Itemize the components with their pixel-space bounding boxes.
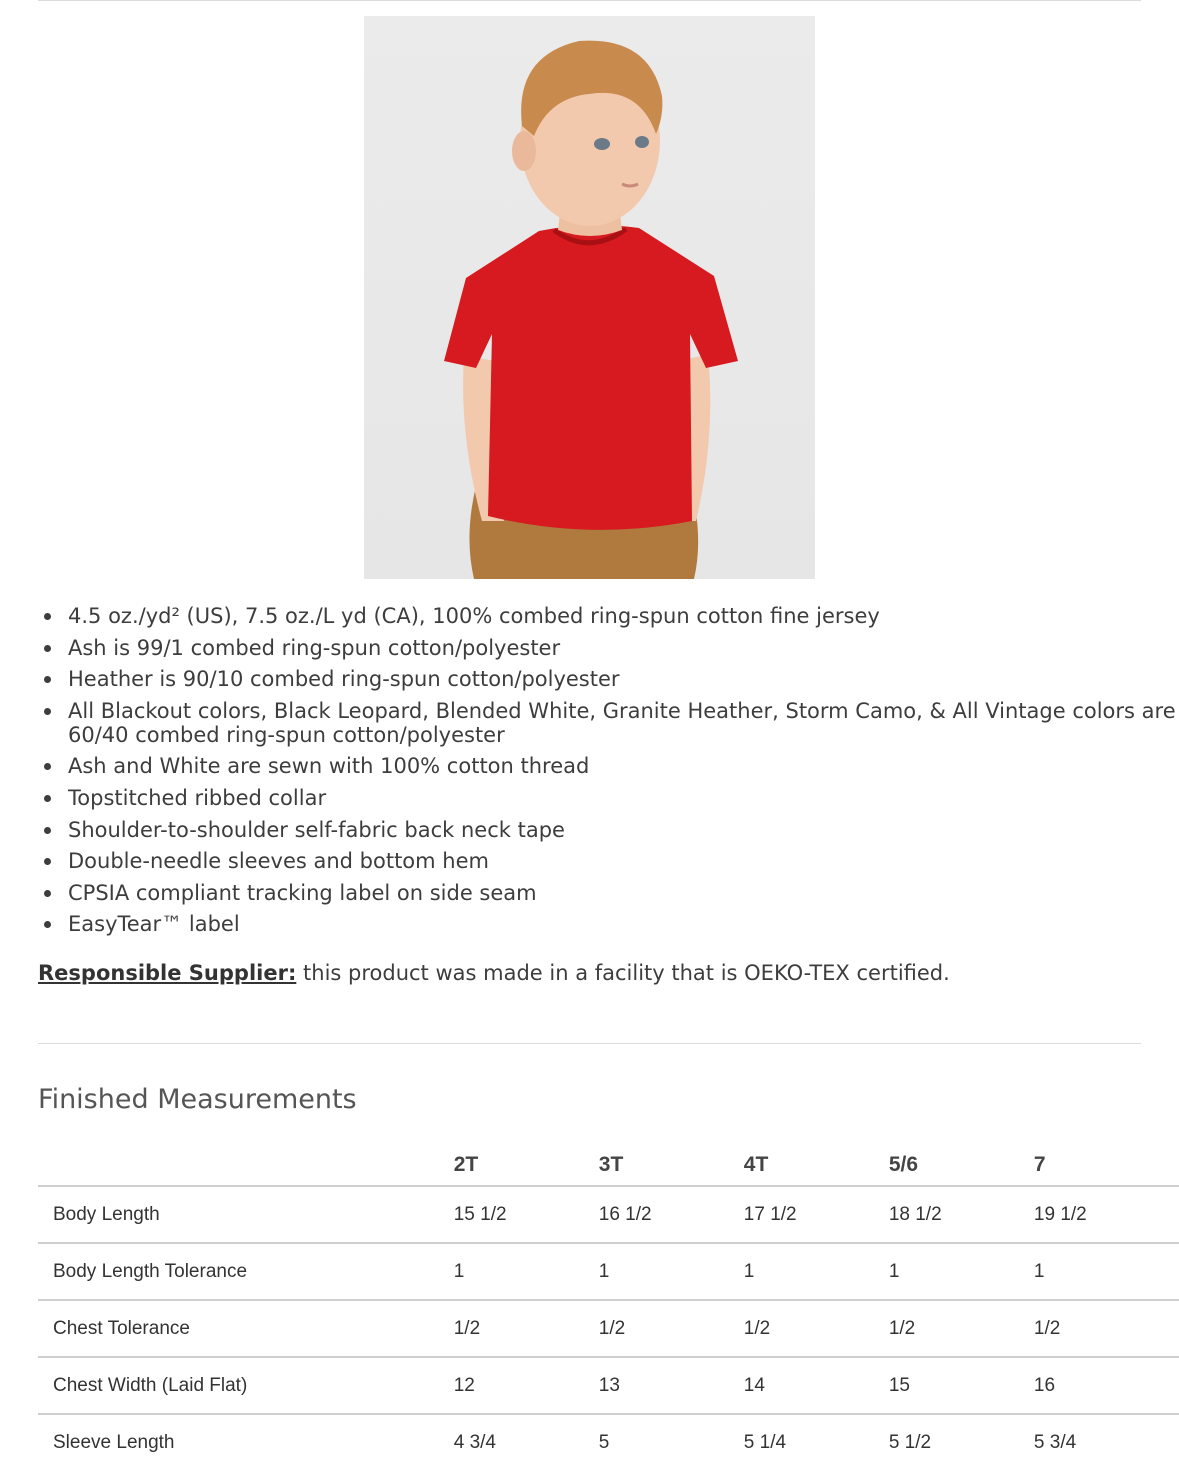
responsible-supplier-note: [38, 960, 950, 986]
feature-item: [68, 636, 1178, 660]
table-cell: 5 3/4: [1033, 1431, 1077, 1453]
size-header: 4T: [744, 1145, 889, 1186]
table-cell: 5 1/4: [743, 1431, 787, 1453]
table-header-row: [38, 1145, 1179, 1186]
row-label: Body Length: [38, 1186, 454, 1243]
row-label: Sleeve Length: [53, 1431, 175, 1453]
table-cell: 1/2: [889, 1300, 1034, 1357]
bullet-icon: [44, 890, 51, 897]
row-label: Chest Tolerance: [38, 1300, 454, 1357]
feature-text: All Blackout colors, Black Leopard, Blended White, Granite Heather, Storm Camo, & All Vintage colors are 60/40 combed ring-spun cotton/polyester: [68, 698, 1176, 747]
feature-text: Shoulder-to-shoulder self-fabric back neck tape: [68, 817, 565, 842]
table-cell: 14: [744, 1357, 889, 1414]
table-cell: 18 1/2: [889, 1186, 1034, 1243]
size-header: 7: [1034, 1145, 1179, 1186]
table-cell: 1: [454, 1243, 599, 1300]
feature-text: Topstitched ribbed collar: [68, 785, 327, 810]
bullet-icon: [44, 613, 51, 620]
table-cell: 1/2: [454, 1300, 599, 1357]
responsible-supplier-label: Responsible Supplier:: [38, 961, 297, 985]
feature-text: Ash is 99/1 combed ring-spun cotton/polyester: [68, 635, 561, 660]
bullet-icon: [44, 676, 51, 683]
feature-item: [68, 699, 1178, 747]
feature-item: [68, 786, 1178, 810]
measurements-title: Finished Measurements: [38, 1084, 357, 1115]
table-cell: 12: [454, 1357, 599, 1414]
table-cell: 15: [889, 1357, 1034, 1414]
row-label: Body Length Tolerance: [38, 1243, 454, 1300]
table-cell: 13: [599, 1357, 744, 1414]
feature-item: [68, 912, 1178, 936]
child-wearing-red-tshirt-illustration: [364, 16, 815, 579]
feature-text: CPSIA compliant tracking label on side seam: [68, 880, 537, 905]
measurements-table: [38, 1145, 1179, 1470]
table-row: [38, 1414, 1179, 1470]
feature-text: 4.5 oz./yd² (US), 7.5 oz./L yd (CA), 100% combed ring-spun cotton fine jersey: [68, 604, 880, 628]
table-cell: 16 1/2: [599, 1186, 744, 1243]
bullet-icon: [44, 827, 51, 834]
feature-text: EasyTear™ label: [68, 912, 240, 937]
bullet-icon: [44, 708, 51, 715]
table-cell: 5: [598, 1431, 610, 1453]
table-cell: 1: [1034, 1243, 1179, 1300]
feature-item: [68, 667, 1178, 691]
bullet-icon: [44, 795, 51, 802]
table-row: [38, 1186, 1179, 1243]
table-cell: 1/2: [599, 1300, 744, 1357]
header-empty: [38, 1145, 454, 1186]
table-cell: 1: [744, 1243, 889, 1300]
bullet-icon: [44, 921, 51, 928]
table-cell: 5 1/2: [888, 1431, 932, 1453]
table-cell: 1/2: [1034, 1300, 1179, 1357]
feature-text: Heather is 90/10 combed ring-spun cotton/polyester: [68, 667, 620, 692]
feature-item: [68, 754, 1178, 778]
size-header: 2T: [454, 1145, 599, 1186]
table-cell: 15 1/2: [454, 1186, 599, 1243]
table-cell: 4 3/4: [453, 1431, 496, 1453]
size-header: 5/6: [889, 1145, 1034, 1186]
table-cell: 16: [1034, 1357, 1179, 1414]
table-row: [38, 1357, 1179, 1414]
feature-item: [68, 818, 1178, 842]
bullet-icon: [44, 645, 51, 652]
top-divider: [38, 0, 1141, 1]
responsible-supplier-text: this product was made in a facility that is OEKO-TEX certified.: [296, 961, 950, 985]
table-cell: 17 1/2: [744, 1186, 889, 1243]
feature-item: [68, 604, 1178, 628]
product-photo: [364, 16, 815, 579]
feature-item: [68, 881, 1178, 905]
feature-item: [68, 849, 1178, 873]
feature-list: [38, 604, 1178, 944]
feature-text: Ash and White are sewn with 100% cotton thread: [68, 754, 590, 779]
feature-text: Double-needle sleeves and bottom hem: [68, 849, 489, 874]
table-cell: 1/2: [744, 1300, 889, 1357]
table-cell: 1: [599, 1243, 744, 1300]
size-header: 3T: [599, 1145, 744, 1186]
table-cell: 19 1/2: [1034, 1186, 1179, 1243]
section-divider: [38, 1043, 1141, 1044]
table-row: [38, 1243, 1179, 1300]
bullet-icon: [44, 858, 51, 865]
row-label: Chest Width (Laid Flat): [38, 1357, 454, 1414]
table-row: [38, 1300, 1179, 1357]
table-cell: 1: [889, 1243, 1034, 1300]
bullet-icon: [44, 763, 51, 770]
